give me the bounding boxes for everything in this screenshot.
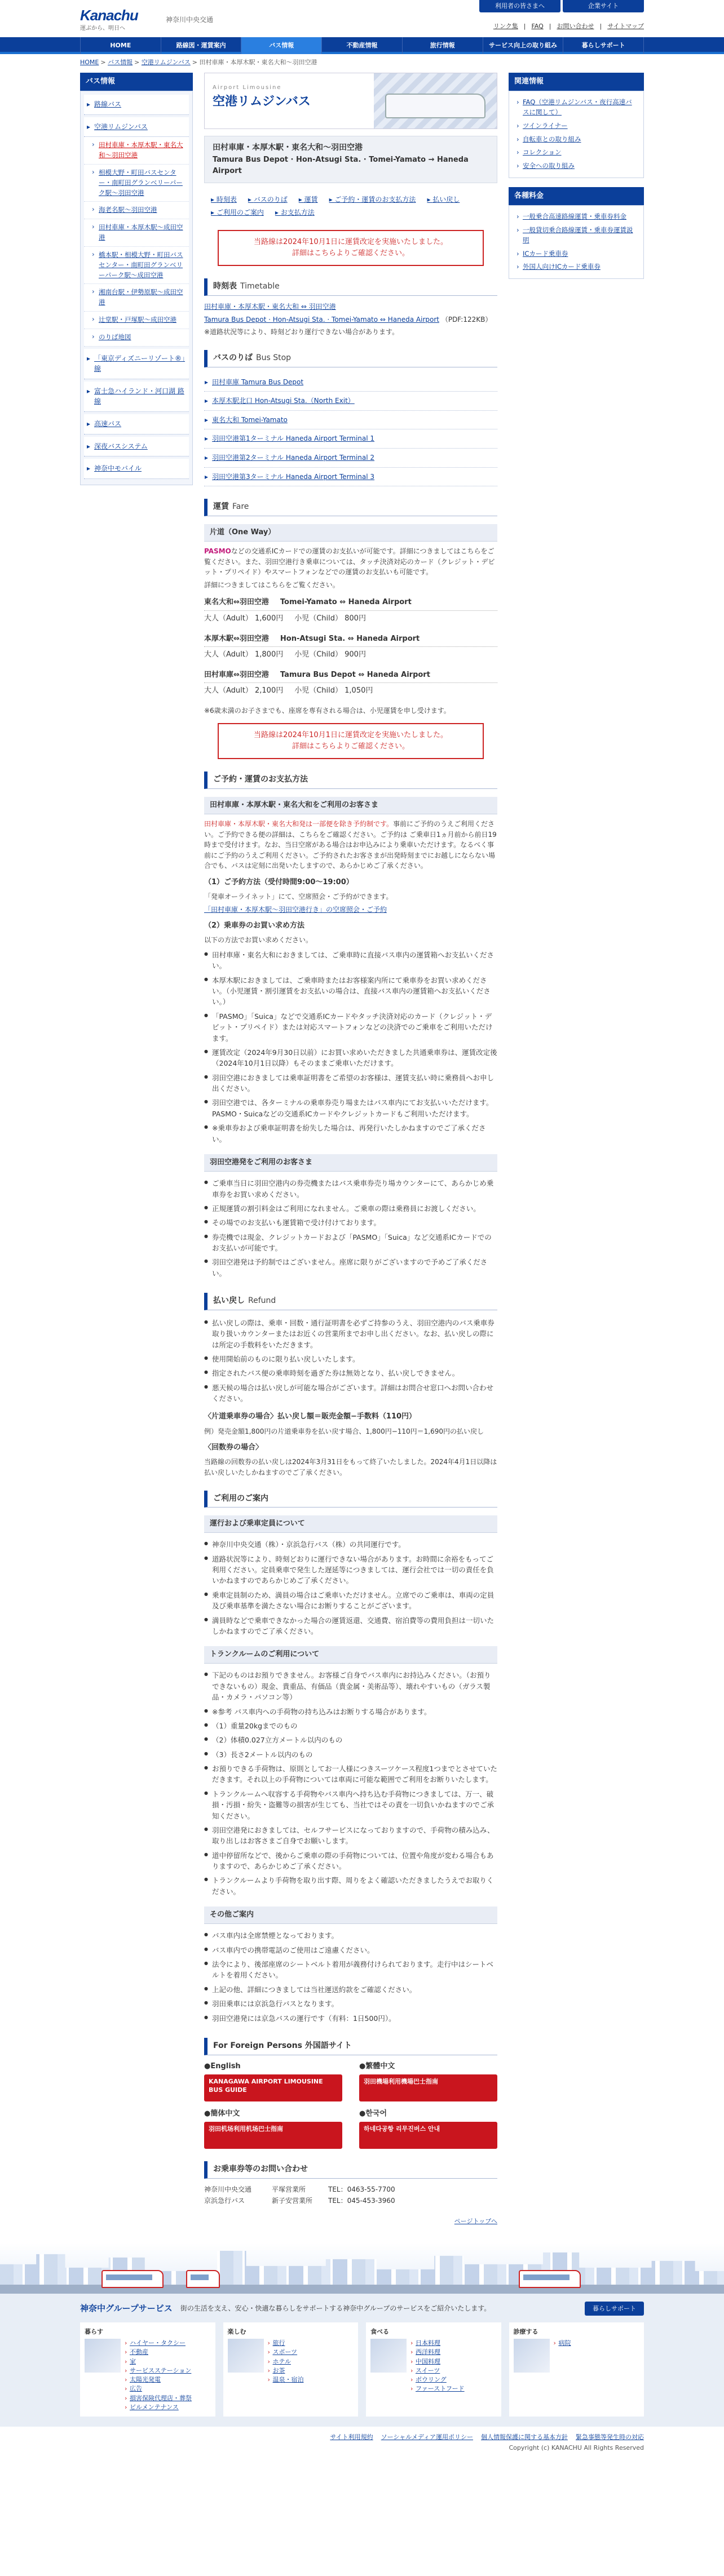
fare-revision-notice-2: 当路線は2024年10月1日に運賃改定を実施いたしました。 詳細はこちらよりご確認ください。 (218, 723, 484, 759)
left-nav-title: バス情報 (80, 73, 193, 91)
group-col-enjoy: 楽しむ › 旅行 › スポーツ › ホテル › お茶 › 温泉・宿泊 (223, 2322, 359, 2417)
nav-sub-tamura-narita[interactable]: › 田村車庫・本厚木駅〜成田空港 (84, 219, 189, 247)
fare-link[interactable]: › 外国人向けICカード乗車券 (515, 260, 638, 274)
contact-table: 神奈川中央交通 平塚営業所 TEL：0463-55-7700 京浜急行バス 新子安営業所 TEL：045-453-3960 (204, 2185, 395, 2205)
nav-sub-sagamiono-haneda[interactable]: › 相模大野・町田バスセンター・南町田グランベリーパーク駅〜羽田空港 (84, 165, 189, 202)
related-link[interactable]: › 安全への取り組み (515, 159, 638, 173)
crumb-current: 田村車庫・本厚木駅・東名大和〜羽田空港 (199, 59, 317, 66)
stop-hon-atsugi[interactable]: ▸ 本厚木駅北口 Hon-Atsugi Sta.（North Exit） (204, 392, 497, 411)
group-link[interactable]: › ボウリング (410, 2375, 465, 2384)
anchor-reserve[interactable]: ▸ ご予約・運賃のお支払方法 (329, 194, 416, 205)
timetable-pdf-link[interactable]: 田村車庫・本厚木駅・東名大和 ⇔ 羽田空港 (204, 303, 336, 311)
group-image (85, 2339, 121, 2373)
anchor-bus-stop[interactable]: ▸ バスのりば (248, 194, 288, 205)
group-link[interactable]: › 中国料理 (410, 2357, 465, 2366)
reserve-method-heading: （1）ご予約方法（受付時間9:00〜19:00） (204, 877, 354, 886)
stop-haneda-t1[interactable]: ▸ 羽田空港第1ターミナル Haneda Airport Terminal 1 (204, 429, 497, 449)
nav-sub-ebina-haneda[interactable]: › 海老名駅〜羽田空港 (84, 202, 189, 219)
refund-formula: 〈片道乗車券の場合〉払い戻し額＝販売金額−手数料（110円） (204, 1412, 417, 1421)
gnav-home[interactable]: HOME (80, 37, 161, 54)
group-link[interactable]: › 温泉・宿泊 (267, 2375, 304, 2384)
group-link[interactable]: › 不動産 (124, 2348, 192, 2357)
english-site-banner[interactable]: KANAGAWA AIRPORT LIMOUSINE BUS GUIDE (204, 2074, 342, 2101)
contact-heading: お乗車券等のお問い合わせ (204, 2161, 497, 2179)
group-col-medical: 診療する › 病院 (509, 2322, 644, 2417)
nav-sub-tamura-haneda[interactable]: › 田村車庫・本厚木駅・東名大和〜羽田空港 (84, 137, 189, 165)
fare-row-hon-atsugi: 本厚木駅⇔羽田空港 Hon-Atsugi Sta. ⇔ Haneda Airport 大人（Adult） 1,800円 小児（Child） 900円 (204, 633, 497, 663)
group-link[interactable]: › 日本料理 (410, 2339, 465, 2348)
fare-row-yamato: 東名大和⇔羽田空港 Tomei-Yamato ⇔ Haneda Airport 大人（Adult） 1,600円 小児（Child） 800円 (204, 597, 497, 626)
bus-illustration (186, 2270, 220, 2288)
group-link[interactable]: › ファーストフード (410, 2384, 465, 2393)
group-link[interactable]: › サービスステーション (124, 2366, 192, 2375)
nav-airport-limousine[interactable]: ▸ 空港リムジンバス (84, 117, 189, 138)
anchor-guide[interactable]: ▸ ご利用のご案内 (211, 207, 264, 218)
group-link[interactable]: › 旅行 (267, 2339, 304, 2348)
group-link[interactable]: › 広告 (124, 2384, 192, 2393)
group-services: 神奈中グループサービス 街の生活を支え、安心・快適な暮らしをサポートする神奈中グループのサービスをご紹介いたします。 暮らしサポート 暮らす › ハイヤー・タクシー › 不動産 › 家 › サービスステーション › 太陽光発電 › 広告 › 損害保険代理店・葬祭 › ビルメンテナンス 楽しむ › 旅行 › スポーツ › ホテル › お茶 › 温泉・宿泊 食べる › 日本料理 › 西洋料理 › 中国料理 › スイーツ › ボウリング › ファーストフード 診療する › 病院 (0, 2294, 724, 2427)
korean-banner[interactable]: 하네다공항 리무진버스 안내 (359, 2122, 497, 2149)
top-buttons (479, 0, 644, 12)
bus-illustration (519, 2270, 581, 2288)
reserve-sub-heading: 田村車庫・本厚木駅・東名大和をご利用のお客さま (204, 797, 497, 814)
group-link[interactable]: › スポーツ (267, 2348, 304, 2357)
breadcrumb: HOME > バス情報 > 空港リムジンバス > 田村車庫・本厚木駅・東名大和〜羽田空港 (80, 59, 317, 66)
page-anchors (204, 190, 497, 223)
bus-photo (374, 73, 497, 128)
nav-route-bus[interactable]: ▸ 路線バス (84, 95, 189, 115)
nav-sub-hashimoto-narita[interactable]: › 橋本駅・相模大野・町田バスセンター・南町田グランベリーパーク駅〜成田空港 (84, 247, 189, 284)
nav-sub-tsujido-narita[interactable]: › 辻堂駅・戸塚駅〜成田空港 (84, 312, 189, 329)
stop-tomei-yamato[interactable]: ▸ 東名大和 Tomei-Yamato (204, 411, 497, 430)
right-nav (509, 73, 644, 288)
kanachu-logo[interactable]: Kanachu 運ぶから、明日へ (80, 7, 138, 32)
stop-tamura[interactable]: ▸ 田村車庫 Tamura Bus Depot (204, 373, 497, 392)
group-link[interactable]: › 病院 (553, 2339, 571, 2348)
haneda-departure-list: ● ご乗車当日に羽田空港内の券売機またはバス乗車券売り場カウンターにて、あらかじめ乗車券をお買い求めください。 ● 正規運賃の割引料金はご利用になれません。ご乗車の際は乗務員にお渡しください。 ● その場でのお支払いも運賃箱で受け付けております。 ● 券売機では現金、クレジットカードおよび「PASMO」「Suica」など交通系ICカードでのお支払いが可能です。 ● 羽田空港発は予約制ではございません。座席に限りがございますので予めご了承ください。 (204, 1176, 497, 1280)
stop-haneda-t3[interactable]: ▸ 羽田空港第3ターミナル Haneda Airport Terminal 3 (204, 468, 497, 487)
refund-list: ● 払い戻しの際は、乗車・回数・通行証明書を必ずご持参のうえ、羽田空港内のバス乗車券取り扱いカウンターまたはお近くの営業所までお申し出ください。なお、払い戻しの際には所定の手数料をいただきます。 ● 使用開始前のものに限り払い戻しいたします。 ● 指定されたバス便の乗車時刻を過ぎた券は無効となり、払い戻しできません。 ● 悪天候の場合は払い戻しが可能な場合がございます。詳細はお問合せ窓口へお問い合わせください。 (204, 1316, 497, 1406)
fare-link[interactable]: › 一般貸切乗合路線運賃・乗車券運賃説明 (515, 224, 638, 247)
gnav-route-map[interactable]: 路線図・運賃案内 (161, 37, 241, 54)
group-link[interactable]: › 家 (124, 2357, 192, 2366)
life-support-button[interactable]: 暮らしサポート (585, 2302, 644, 2316)
trunk-list: ● 下記のものはお預りできません。お客様ご自身でバス車内にお持込みください。（お預りできないもの）現金、貴重品、有価品（貴金属・美術品等）、壊れやすいもの（ガラス製品・カメラ・パソコン等） ● ※参考 バス車内への手荷物の持ち込みはお断りする場合があります。 ● （1）重量20kgまでのもの ● （2）体積0.027立方メートル以内のもの ● （3）長さ2メートル以内のもの ● お預りできる手荷物は、原則としてお一人様につきスーツケース程度1つまでとさせていただきます。それ以上の手荷物については車両に可能な範囲でご利用をお断りいたします。 ● トランクルームへ収容する手荷物やバス車内へ持ち込む手荷物につきましては、万一、破損・汚損・紛失・盗難等の損害が生じても、当社ではその責を一切負いかねますのでご承知ください。 ● 羽田空港発におきましては、セルフサービスになっておりますので、手荷物の積み込み、取り出しはお客さまご自身でお願いします。 ● 道中停留所などで、後からご乗車の際の手荷物については、位置や角度が変わる場合もありますので、あらかじめご了承ください。 ● トランクルームより手荷物を取り出す際、周りをよく確認いただきましたうえでお取りください。 (204, 1668, 497, 1899)
nav-sub-shonandai-narita[interactable]: › 湘南台駅・伊勢原駅〜成田空港 (84, 284, 189, 312)
reserve-heading: ご予約・運賃のお支払方法 (204, 772, 497, 789)
group-image (514, 2339, 550, 2373)
traditional-chinese-banner[interactable]: 羽田機場利用機場巴士指南 (359, 2074, 497, 2101)
anchor-refund[interactable]: ▸ 払い戻し (427, 194, 460, 205)
corporate-site-button[interactable]: 企業サイト (563, 0, 644, 12)
refund-heading: 払い戻し Refund (204, 1293, 497, 1310)
company-name: 神奈川中央交通 (166, 16, 214, 24)
group-link[interactable]: › お茶 (267, 2366, 304, 2375)
copyright: Copyright (c) KANACHU All Rights Reserved (509, 2444, 644, 2452)
related-link[interactable]: › コレクション (515, 146, 638, 159)
group-col-eat: 食べる › 日本料理 › 西洋料理 › 中国料理 › スイーツ › ボウリング › ファーストフード (366, 2322, 501, 2417)
group-title: 神奈中グループサービス (80, 2303, 173, 2313)
footer-skyline (0, 2243, 724, 2294)
ticket-purchase-heading: （2）乗車券のお買い求め方法 (204, 921, 305, 930)
guide-heading: ご利用のご案内 (204, 1491, 497, 1508)
fares-title: 各種料金 (509, 187, 644, 205)
gnav-real-estate[interactable]: 不動産情報 (321, 37, 402, 54)
stop-haneda-t2[interactable]: ▸ 羽田空港第2ターミナル Haneda Airport Terminal 2 (204, 449, 497, 468)
anchor-fare[interactable]: ▸ 運賃 (299, 194, 318, 205)
fare-intro: PASMOなどの交通系ICカードでの運賃のお支払いが可能です。詳細につきましてはこちらをご覧ください。また、羽田空港行き乗車については、タッチ決済対応のカード（クレジット・デビット・プリペイド）やスマートフォンなどでの運賃のお支払いも可能です。 (204, 547, 495, 577)
route-heading: 田村車庫・本厚木駅・東名大和〜羽田空港 Tamura Bus Depot · Hon-Atsugi Sta. · Tomei-Yamato → Haneda Airport (204, 136, 497, 183)
nav-disney[interactable]: ▸ 「東京ディズニーリゾート®」線 (84, 349, 189, 379)
anchor-timetable[interactable]: ▸ 時刻表 (211, 194, 237, 205)
haneda-departure-heading: 羽田空港発をご利用のお客さま (204, 1154, 497, 1172)
timetable-note: ※道路状況等により、時刻どおり運行できない場合があります。 (204, 328, 399, 336)
group-link[interactable]: › ビルメンテナンス (124, 2403, 192, 2412)
group-image (370, 2339, 407, 2373)
seat-inquiry-link[interactable]: 「田村車庫・本厚木駅〜羽田空港行き」の空席照会・ご予約 (204, 905, 387, 914)
fare-revision-notice: 当路線は2024年10月1日に運賃改定を実施いたしました。 詳細はこちらよりご確認ください。 (218, 230, 484, 266)
footer-nav (80, 2427, 644, 2443)
nav-midnight-bus[interactable]: ▸ 深夜バスシステム (84, 437, 189, 457)
foreign-heading: For Foreign Persons 外国語サイト (204, 2038, 497, 2055)
simplified-chinese-banner[interactable]: 羽田机场利用机场巴士指南 (204, 2122, 342, 2149)
page-top-link[interactable]: ページトップへ (454, 2217, 497, 2225)
group-link[interactable]: › 西洋料理 (410, 2348, 465, 2357)
purchase-list: ● 田村車庫・東名大和におきましては、ご乗車時に直接バス車内の運賃箱へお支払いください。 ● 本厚木駅におきましては、ご乗車時またはお客様案内所にて乗車券をお買い求めください。（小児運賃・割引運賃をお支払いの場合は、直接バス車内の運賃箱へお支払いください。） ● 「PASMO」「Suica」などで交通系ICカードやタッチ決済対応のカード（クレジット・デビット・プリペイド）または対応スマートフォンなどの決済でのご乗車をご利用いただけます。 ● 運賃改定（2024年9月30日以前）にお買い求めいただきました共通乗車券は、運賃改定後（2024年10月1日以降）もそのままご乗車いただけます。 ● 羽田空港におきましては乗車証明書をご希望のお客様は、運賃支払い時に乗務員へお申し出ください。 ● 羽田空港では、各ターミナルの乗車券売り場またはバス車内にてお支払いいただけます。PASMO・Suicaなどの交通系ICカードやクレジットカードもご利用いただけます。 ● ※乗車券および乗車証明書を紛失した場合は、再発行いたしかねますのでご了承ください。 (204, 948, 497, 1146)
gnav-service[interactable]: サービス向上の取り組み (483, 37, 563, 54)
contact-link[interactable]: お問い合わせ (557, 23, 594, 30)
operation-list: ● 神奈川中央交通（株）・京浜急行バス（株）の共同運行です。 ● 道路状況等により、時刻どおりに運行できない場合があります。お時間に余裕をもってご利用ください。定員乗車で発生した遅延等につきましては、運行会社では一切の責任を負いかねますのであらかじめご了承ください。 ● 乗車定員制のため、満員の場合はご乗車いただけません。立席でのご乗車は、車両の定員及び乗車基準を満たさない場合にお断りすることがございます。 ● 満員時などで乗車できなかった場合の運賃返還、交通費、宿泊費等の費用負担は一切いたしかねますのでご了承ください。 (204, 1537, 497, 1638)
fare-heading: 運賃 Fare (204, 499, 497, 516)
fare-link[interactable]: › ICカード乗車券 (515, 247, 638, 261)
terms-link[interactable]: サイト利用規約 (330, 2433, 373, 2441)
site-header (80, 0, 644, 37)
related-link[interactable]: › ツインライナー (515, 119, 638, 133)
fare-link[interactable]: › 一般乗合高速路線運賃・乗車券料金 (515, 210, 638, 224)
global-nav (0, 37, 724, 54)
related-link[interactable]: › FAQ（空港リムジンバス・夜行高速バスに関して） (515, 96, 638, 119)
group-link[interactable]: › ハイヤー・タクシー (124, 2339, 192, 2348)
emergency-link[interactable]: 緊急事態等発生時の対応 (576, 2433, 644, 2441)
bus-stop-heading: バスのりば Bus Stop (204, 350, 497, 367)
crumb-home[interactable]: HOME (80, 59, 99, 66)
group-image (228, 2339, 264, 2373)
main-content: Airport Limousine 空港リムジンバス 田村車庫・本厚木駅・東名大和〜羽田空港 Tamura Bus Depot · Hon-Atsugi Sta. · Tomei-Yamato → Haneda Airport ▸ 時刻表 ▸ バスのりば ▸ 運賃 ▸ ご予約・運賃のお支払方法 ▸ 払い戻し ▸ ご利用のご案内 ▸ お支払方法 当路線は2024年10月1日に運賃改定を実施いたしました。 詳細はこちらよりご確認ください。 時刻表 Timetable 田村車庫・本厚木駅・東名大和 ⇔ 羽田空港 Tamura Bus Depot · Hon-Atsugi Sta. · Tomei-Yamato ⇔ Haneda Airport （PDF:122KB） ※道路状況等により、時刻どおり運行できない場合があります。 バスのりば Bus Stop ▸ 田村車庫 Tamura Bus Depot ▸ 本厚木駅北口 Hon-Atsugi Sta.（North Exit） ▸ 東名大和 Tomei-Yamato ▸ 羽田空港第1ターミナル Haneda Airport Terminal 1 ▸ 羽田空港第2ターミナル Haneda Airport Terminal 2 ▸ 羽田空港第3ターミナル Haneda Airport Terminal 3 運賃 Fare 片道（One Way） PASMOなどの交通系ICカードでの運賃のお支払いが可能です。詳細につきましてはこちらをご覧ください。また、羽田空港行き乗車については、タッチ決済対応のカード（クレジット・デビット・プリペイド）やスマートフォンなどでの運賃のお支払いも可能です。 詳細につきましてはこちらをご覧ください。 東名大和⇔羽田空港 Tomei-Yamato ⇔ Haneda Airport 大人（Adult） 1,600円 小児（Child） 800円 本厚木駅⇔羽田空港 Hon-Atsugi Sta. ⇔ Haneda Airport 大人（Adult） 1,800円 小児（Child） 900円 田村車庫⇔羽田空港 Tamura Bus Depot ⇔ Haneda Airport 大人（Adult） 2,100円 小児（Child） 1,050円 ※6歳未満のお子さまでも、座席を専有される場合は、小児運賃を申し受けます。 当路線は2024年10月1日に運賃改定を実施いたしました。 詳細はこちらよりご確認ください。 ご予約・運賃のお支払方法 田村車庫・本厚木駅・東名大和をご利用のお客さま 田村車庫・本厚木駅・東名大和発は一部便を除き予約制です。事前にご予約のうえご利用ください。ご予約できる便の詳細は、こちらをご確認ください。ご予約は ご乗車日1ヵ月前から前日19時まで受付けます。なお、当日空席がある場合はお申込みにより乗車いただけます。なるべく事前にご予約のうえご利用ください。ご予約されたお客さまが出発時刻までにお越しにならない場合でも、バスは定刻に出発いたしますので、あらかじめご了承ください。 （1）ご予約方法（受付時間9:00〜19:00） 「発車オーライネット」にて、空席照会・ご予約ができます。 「田村車庫・本厚木駅〜羽田空港行き」の空席照会・ご予約 （2）乗車券のお買い求め方法 以下の方法でお買い求めください。 ● 田村車庫・東名大和におきましては、ご乗車時に直接バス車内の運賃箱へお支払いください。 ● 本厚木駅におきましては、ご乗車時またはお客様案内所にて乗車券をお買い求めください。（小児運賃・割引運賃をお支払いの場合は、直接バス車内の運賃箱へお支払いください。） ● 「PASMO」「Suica」などで交通系ICカードやタッチ決済対応のカード（クレジット・デビット・プリペイド）または対応スマートフォンなどの決済でのご乗車をご利用いただけます。 ● 運賃改定（2024年9月30日以前）にお買い求めいただきました共通乗車券は、運賃改定後（2024年10月1日以降）もそのままご乗車いただけます。 ● 羽田空港におきましては乗車証明書をご希望のお客様は、運賃支払い時に乗務員へお申し出ください。 ● 羽田空港では、各ターミナルの乗車券売り場またはバス車内にてお支払いいただけます。PASMO・Suicaなどの交通系ICカードやクレジットカードもご利用いただけます。 ● ※乗車券および乗車証明書を紛失した場合は、再発行いたしかねますのでご了承ください。 羽田空港発をご利用のお客さま ● ご乗車当日に羽田空港内の券売機またはバス乗車券売り場カウンターにて、あらかじめ乗車券をお買い求めください。 ● 正規運賃の割引料金はご利用になれません。ご乗車の際は乗務員にお渡しください。 ● その場でのお支払いも運賃箱で受け付けております。 ● 券売機では現金、クレジットカードおよび「PASMO」「Suica」など交通系ICカードでのお支払いが可能です。 ● 羽田空港発は予約制ではございません。座席に限りがございますので予めご了承ください。 払い戻し Refund ● 払い戻しの際は、乗車・回数・通行証明書を必ずご持参のうえ、羽田空港内のバス乗車券取り扱いカウンターまたはお近くの営業所までお申し出ください。なお、払い戻しの際には所定の手数料をいただきます。 ● 使用開始前のものに限り払い戻しいたします。 ● 指定されたバス便の乗車時刻を過ぎた券は無効となり、払い戻しできません。 ● 悪天候の場合は払い戻しが可能な場合がございます。詳細はお問合せ窓口へお問い合わせください。 〈片道乗車券の場合〉払い戻し額＝販売金額−手数料（110円） 例）発売金額1,800円の片道乗車券を払い戻す場合、1,800円−110円＝1,690円の払い戻し 〈回数券の場合〉 当路線の回数券の払い戻しは2024年3月31日をもって終了いたしました。2024年4月1日以降は払い戻しいたしかねますのでご了承ください。 ご利用のご案内 運行および乗車定員について ● 神奈川中央交通（株）・京浜急行バス（株）の共同運行です。 ● 道路状況等により、時刻どおりに運行できない場合があります。お時間に余裕をもってご利用ください。定員乗車で発生した遅延等につきましては、運行会社では一切の責任を負いかねますのであらかじめご了承ください。 ● 乗車定員制のため、満員の場合はご乗車いただけません。立席でのご乗車は、車両の定員及び乗車基準を満たさない場合にお断りすることがございます。 ● 満員時などで乗車できなかった場合の運賃返還、交通費、宿泊費等の費用負担は一切いたしかねますのでご了承ください。 トランクルームのご利用について ● 下記のものはお預りできません。お客様ご自身でバス車内にお持込みください。（お預りできないもの）現金、貴重品、有価品（貴金属・美術品等）、壊れやすいもの（ガラス製品・カメラ・パソコン等） ● ※参考 バス車内への手荷物の持ち込みはお断りする場合があります。 ● （1）重量20kgまでのもの ● （2）体積0.027立方メートル以内のもの ● （3）長さ2メートル以内のもの ● お預りできる手荷物は、原則としてお一人様につきスーツケース程度1つまでとさせていただきます。それ以上の手荷物については車両に可能な範囲でご利用をお断りいたします。 ● トランクルームへ収容する手荷物やバス車内へ持ち込む手荷物につきましては、万一、破損・汚損・紛失・盗難等の損害が生じても、当社ではその責を一切負いかねますのでご承知ください。 ● 羽田空港発におきましては、セルフサービスになっておりますので、手荷物の積み込み、取り出しはお客さまご自身でお願いします。 ● 道中停留所などで、後からご乗車の際の手荷物については、位置や角度が変わる場合もありますので、あらかじめご了承ください。 ● トランクルームより手荷物を取り出す際、周りをよく確認いただきましたうえでお取りください。 その他ご案内 ● バス車内は全席禁煙となっております。 ● バス車内での携帯電話のご使用はご遠慮ください。 ● 法令により、後部座席のシートベルト着用が義務付けられております。走行中はシートベルトを着用ください。 ● 上記の他、詳細につきましては当社運送約款をご確認ください。 ● 羽田乗車には京浜急行バスとなります。 ● 羽田空港発には京急バスの運行です（有料：1日500円）。 For Foreign Persons 外国語サイト ●English KANAGAWA AIRPORT LIMOUSINE BUS GUIDE ●繁體中文 羽田機場利用機場巴士指南 ●簡体中文 羽田机场利用机场巴士指南 ●한국어 하네다공항 리무진버스 안내 お乗車券等のお問い合わせ 神奈川中央交通 平塚営業所 TEL：0463-55-7700 京浜急行バス 新子安営業所 TEL：045-453-3960 ページトップへ (204, 73, 497, 2226)
anchor-payment[interactable]: ▸ お支払方法 (275, 207, 315, 218)
timetable-heading: 時刻表 Timetable (204, 278, 497, 296)
privacy-link[interactable]: 個人情報保護に関する基本方針 (481, 2433, 568, 2441)
nav-mobile[interactable]: ▸ 神奈中モバイル (84, 459, 189, 479)
fare-row-tamura: 田村車庫⇔羽田空港 Tamura Bus Depot ⇔ Haneda Airport 大人（Adult） 2,100円 小児（Child） 1,050円 (204, 670, 497, 699)
banner-en: Airport Limousine (213, 85, 282, 91)
group-col-live: 暮らす › ハイヤー・タクシー › 不動産 › 家 › サービスステーション › 太陽光発電 › 広告 › 損害保険代理店・葬祭 › ビルメンテナンス (80, 2322, 215, 2417)
crumb-bus-info[interactable]: バス情報 (108, 59, 133, 66)
nav-highway-bus[interactable]: ▸ 高速バス (84, 414, 189, 434)
oneway-heading: 片道（One Way） (204, 524, 497, 542)
group-link[interactable]: › 損害保険代理店・葬祭 (124, 2394, 192, 2403)
sitemap-link[interactable]: サイトマップ (607, 23, 644, 30)
related-info-title: 関連情報 (509, 73, 644, 91)
nav-sub-stop-map[interactable]: › のりば地図 (84, 329, 189, 347)
gnav-life-support[interactable]: 暮らしサポート (563, 37, 644, 54)
gnav-travel[interactable]: 旅行情報 (402, 37, 483, 54)
page-banner (204, 73, 497, 129)
other-list: ● バス車内は全席禁煙となっております。 ● バス車内での携帯電話のご使用はご遠慮ください。 ● 法令により、後部座席のシートベルト着用が義務付けられております。走行中はシートベルトを着用ください。 ● 上記の他、詳細につきましては当社運送約款をご確認ください。 ● 羽田乗車には京浜急行バスとなります。 ● 羽田空港発には京急バスの運行です（有料：1日500円）。 (204, 1928, 497, 2025)
bus-illustration (101, 2270, 164, 2288)
related-link[interactable]: › 自転車との取り組み (515, 133, 638, 147)
group-link[interactable]: › 太陽光発電 (124, 2375, 192, 2384)
users-button[interactable]: 利用者の皆さまへ (479, 0, 560, 12)
gnav-bus-info[interactable]: バス情報 (241, 37, 321, 54)
social-policy-link[interactable]: ソーシャルメディア運用ポリシー (381, 2433, 473, 2441)
page-title: 空港リムジンバス (213, 94, 311, 109)
group-link[interactable]: › スイーツ (410, 2366, 465, 2375)
timetable-pdf-link-en[interactable]: Tamura Bus Depot · Hon-Atsugi Sta. · Tomei-Yamato ⇔ Haneda Airport (204, 315, 439, 323)
utility-links: リンク集 | FAQ | お問い合わせ | サイトマップ (493, 21, 644, 31)
group-link[interactable]: › ホテル (267, 2357, 304, 2366)
link-collection[interactable]: リンク集 (493, 23, 518, 30)
crumb-limousine[interactable]: 空港リムジンバス (141, 59, 191, 66)
nav-fujiq[interactable]: ▸ 富士急ハイランド・河口湖 路線 (84, 382, 189, 412)
fare-note: ※6歳未満のお子さまでも、座席を専有される場合は、小児運賃を申し受けます。 (204, 707, 451, 715)
language-grid: ●English KANAGAWA AIRPORT LIMOUSINE BUS GUIDE ●繁體中文 羽田機場利用機場巴士指南 ●簡体中文 羽田机场利用机场巴士指南 ●한국어 하네다공항 리무진버스 안내 (204, 2061, 497, 2149)
left-nav (80, 73, 193, 485)
faq-link[interactable]: FAQ (531, 23, 544, 30)
